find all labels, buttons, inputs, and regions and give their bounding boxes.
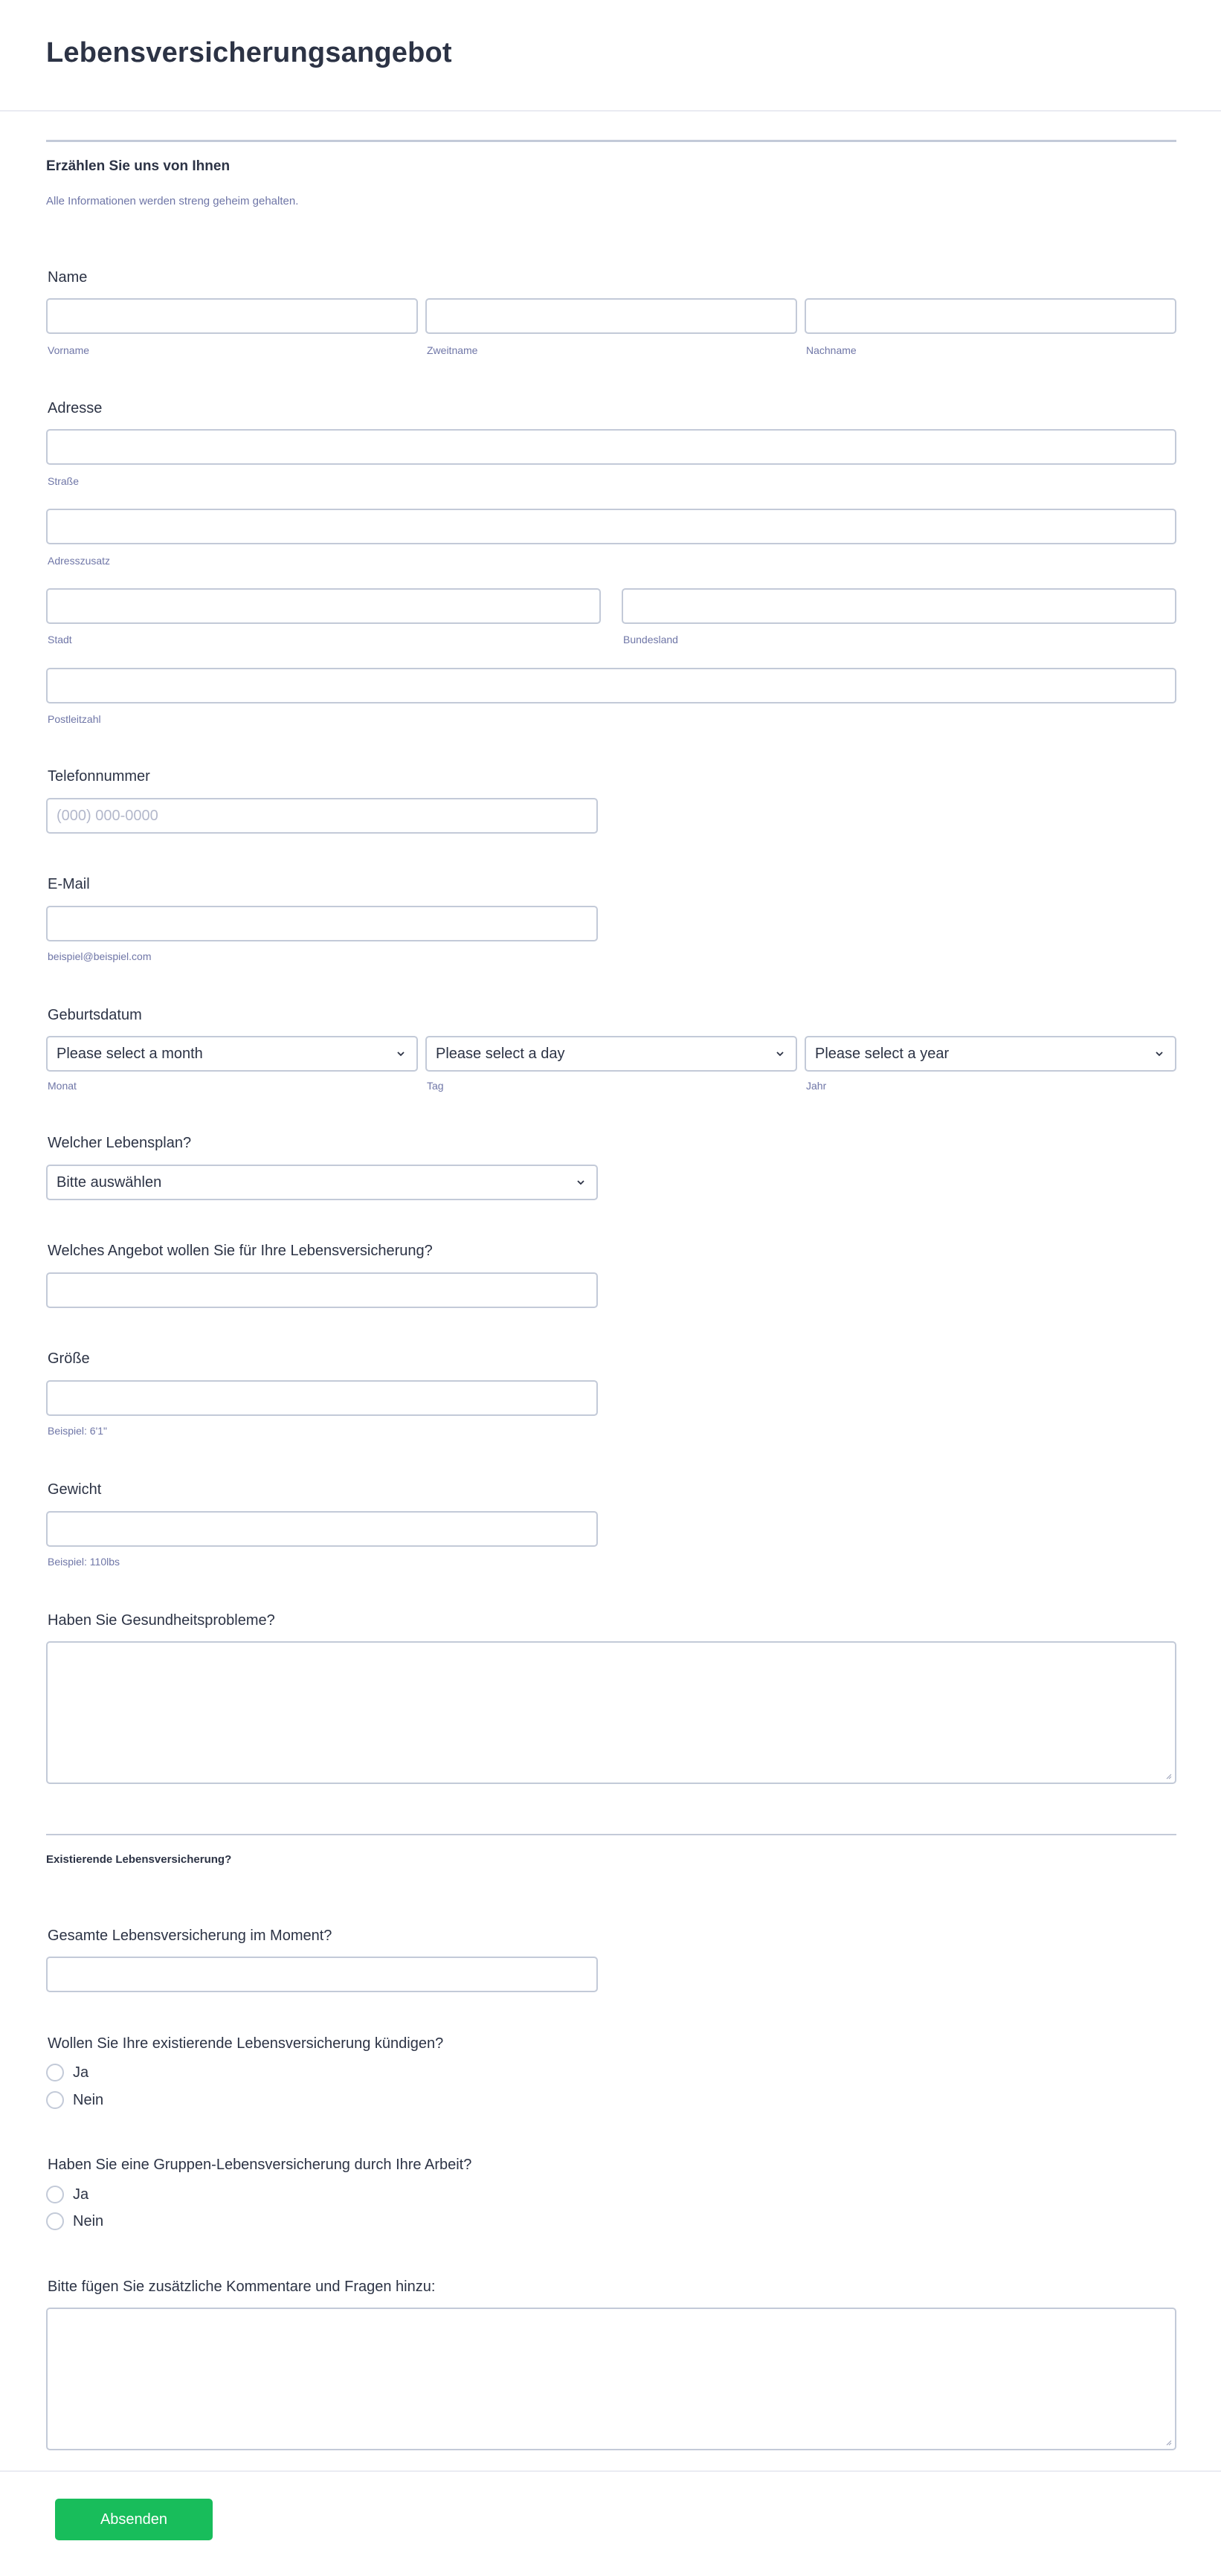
- form-title: Lebensversicherungsangebot: [46, 37, 452, 68]
- radio-button[interactable]: [46, 2186, 64, 2203]
- city-sublabel: Stadt: [48, 634, 72, 645]
- height-input[interactable]: [46, 1380, 598, 1416]
- state-sublabel: Bundesland: [623, 634, 678, 645]
- resize-grip-icon[interactable]: [1164, 2438, 1172, 2446]
- middle-name-input[interactable]: [425, 298, 797, 334]
- height-sublabel: Beispiel: 6'1": [48, 1425, 108, 1437]
- chevron-down-icon: [396, 1049, 406, 1059]
- total-insurance-label: Gesamte Lebensversicherung im Moment?: [48, 1928, 332, 1944]
- group-radio-ja[interactable]: [46, 2184, 88, 2205]
- birth-month-sublabel: Monat: [48, 1080, 77, 1092]
- address-line2-sublabel: Adresszusatz: [48, 555, 111, 567]
- last-name-sublabel: Nachname: [806, 344, 857, 356]
- weight-sublabel: Beispiel: 110lbs: [48, 1556, 120, 1568]
- name-label: Name: [48, 269, 88, 286]
- offer-input[interactable]: [46, 1272, 598, 1308]
- last-name-input[interactable]: [805, 298, 1176, 334]
- health-textarea[interactable]: [46, 1641, 1176, 1784]
- weight-label: Gewicht: [48, 1481, 102, 1498]
- radio-button[interactable]: [46, 2064, 64, 2081]
- first-name-input[interactable]: [46, 298, 418, 334]
- birth-month-value: Please select a month: [57, 1045, 203, 1062]
- street-input[interactable]: [46, 429, 1176, 465]
- comments-textarea[interactable]: [46, 2308, 1176, 2450]
- chevron-down-icon: [775, 1049, 785, 1059]
- plan-value: Bitte auswählen: [57, 1173, 162, 1191]
- cancel-radio-nein[interactable]: [46, 2090, 103, 2110]
- form-header: [0, 0, 1221, 112]
- radio-button[interactable]: [46, 2091, 64, 2109]
- section-title: Existierende Lebensversicherung?: [46, 1853, 232, 1866]
- radio-label: Nein: [73, 2091, 104, 2108]
- birth-year-select[interactable]: [805, 1036, 1176, 1072]
- address-label: Adresse: [48, 400, 103, 416]
- radio-button[interactable]: [46, 2212, 64, 2230]
- birth-year-value: Please select a year: [815, 1045, 950, 1062]
- middle-name-sublabel: Zweitname: [427, 344, 478, 356]
- group-radio-nein[interactable]: [46, 2211, 103, 2232]
- section-divider: [46, 140, 1176, 142]
- radio-label: Ja: [73, 2064, 89, 2081]
- footer-divider: [0, 2470, 1221, 2472]
- group-question-label: Haben Sie eine Gruppen-Lebensversicherung durch Ihre Arbeit?: [48, 2157, 472, 2173]
- phone-label: Telefonnummer: [48, 768, 150, 785]
- chevron-down-icon: [1154, 1049, 1164, 1059]
- comments-label: Bitte fügen Sie zusätzliche Kommentare und Fragen hinzu:: [48, 2279, 436, 2295]
- chevron-down-icon: [576, 1177, 586, 1188]
- birth-year-sublabel: Jahr: [806, 1080, 827, 1092]
- phone-input[interactable]: [46, 798, 598, 834]
- plan-select[interactable]: [46, 1165, 598, 1200]
- zip-input[interactable]: [46, 668, 1176, 703]
- section-title: Erzählen Sie uns von Ihnen: [46, 158, 231, 174]
- radio-label: Ja: [73, 2186, 89, 2203]
- zip-sublabel: Postleitzahl: [48, 713, 101, 725]
- first-name-sublabel: Vorname: [48, 344, 90, 356]
- cancel-question-label: Wollen Sie Ihre existierende Lebensversicherung kündigen?: [48, 2035, 444, 2052]
- weight-input[interactable]: [46, 1511, 598, 1547]
- height-label: Größe: [48, 1350, 90, 1367]
- email-sublabel: beispiel@beispiel.com: [48, 950, 152, 962]
- resize-grip-icon[interactable]: [1164, 1772, 1172, 1780]
- birth-day-sublabel: Tag: [427, 1080, 444, 1092]
- offer-label: Welches Angebot wollen Sie für Ihre Lebensversicherung?: [48, 1243, 433, 1259]
- birthdate-label: Geburtsdatum: [48, 1007, 142, 1023]
- submit-button[interactable]: Absenden: [55, 2499, 213, 2540]
- plan-label: Welcher Lebensplan?: [48, 1135, 192, 1151]
- birth-day-value: Please select a day: [436, 1045, 565, 1062]
- birth-day-select[interactable]: [425, 1036, 797, 1072]
- total-insurance-input[interactable]: [46, 1957, 598, 1992]
- city-input[interactable]: [46, 588, 601, 624]
- state-input[interactable]: [622, 588, 1176, 624]
- birth-month-select[interactable]: [46, 1036, 418, 1072]
- section-subtitle: Alle Informationen werden streng geheim gehalten.: [46, 195, 299, 207]
- radio-label: Nein: [73, 2212, 104, 2229]
- section-divider: [46, 1834, 1176, 1835]
- address-line2-input[interactable]: [46, 509, 1176, 544]
- cancel-radio-ja[interactable]: [46, 2062, 88, 2083]
- street-sublabel: Straße: [48, 475, 80, 487]
- email-label: E-Mail: [48, 876, 90, 892]
- email-input[interactable]: [46, 906, 598, 941]
- health-label: Haben Sie Gesundheitsprobleme?: [48, 1612, 275, 1629]
